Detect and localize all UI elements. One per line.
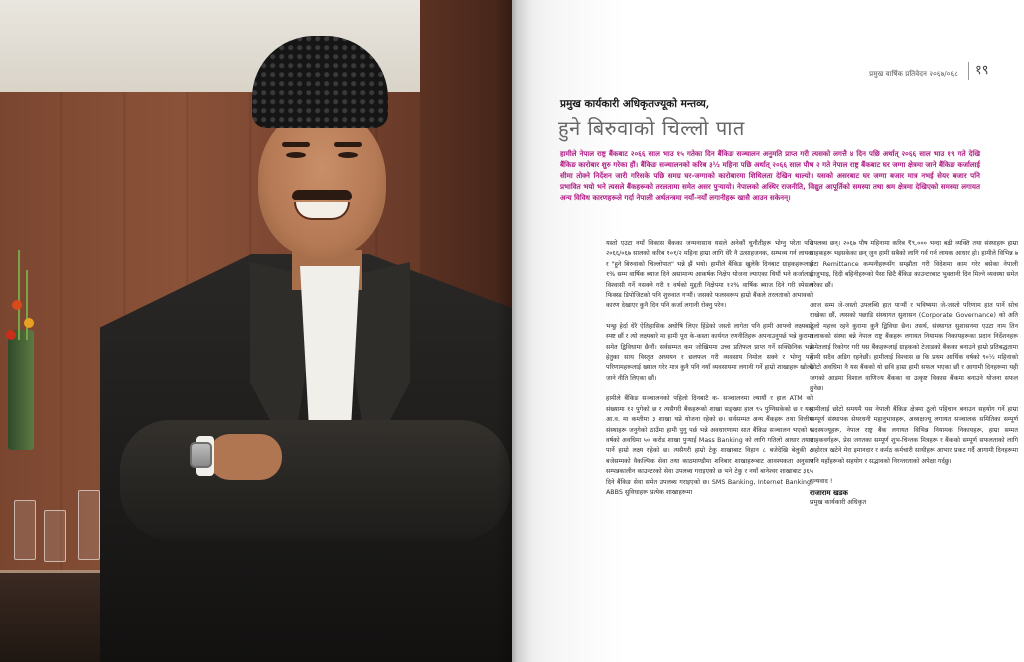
photo-flower-stem xyxy=(18,250,20,340)
dhaka-topi-hat xyxy=(252,36,388,128)
photo-vase xyxy=(8,330,34,450)
body-paragraph: हामीलाई छोटो समयमै यस नेपाली बैंकिङ क्षेत्रमा ठूलो पहिचान बनाउन सहयोग गर्ने हाम्रा सम्पूर्ण संस्थापक सेयरधनी महानुभावहरू, अध्यक्षज्यू लगायत सञ्चालक समितिका सम्पूर्ण सदस्यज्यूहरू, नेपाल राष्ट्र बैंक लगायत विभिन्न नियामक निकायहरू, हाम्रा सम्मत ग्राहकवर्गहरू, प्रेस जगतका सम्पूर्ण शुभ-चिन्तक मित्रहरू र बैंकको सम्पूर्ण सफलताको लागि अहोरात्र खटेने मेरा इमानदार र कर्मठ कर्मचारी साथीहरू आभार प्रकट गर्दै आगामी दिनहरूमा पनि यहाँहरूको सहयोग र सद्भावको निरन्तरताको अपेक्षा गर्दछु। xyxy=(810,405,1018,465)
person-eye xyxy=(338,152,358,158)
body-column-1 xyxy=(606,239,813,508)
photo-glass xyxy=(14,500,36,560)
body-paragraph: भन्छु हेर्दा धेरै ऐतिहासिक अघोषि लिएर हिंडेको जस्तो लागेता पनि हामी आफ्नो लक्ष्यबारे स्पष्ट छौं र त्यो लक्ष्यबारे मा हामी पूरा के-कस्ता कार्यगत रणनीतिहरू अपनाउनुपर्छ भन्ने कुरामा समेत द्विविधामा छैनौं। सर्वसम्मत कम जोखिममा उच्च प्रतिफल प्राप्त गर्ने सक्छिनिक भन्ने हेतुका साथ विस्तृत अध्ययन र छलफल गरी व्यवसाय निमोल सक्ने र भोग्नु पर्ने परिणामहरूलाई ख्याल गरेर मात्र कुनै पनि नयाँ व्यवसायमा लगानी गर्ने हाम्रो शाखाहरू खोल्दै जाने नीति लिएका छौं। xyxy=(606,322,814,382)
person-mustache xyxy=(292,190,352,200)
person-crossed-arms xyxy=(120,420,510,540)
photo-flower xyxy=(12,300,22,310)
portrait-person xyxy=(100,30,512,662)
article-kicker: प्रमुख कार्यकारी अधिकृतज्यूको मन्तव्य, xyxy=(560,98,710,110)
person-hand xyxy=(208,434,282,480)
body-paragraph: हामीले बैंकिङ सञ्चालनको पहिलो दिनबाटै क- सञ्चालनमा ल्यायौं र हाल ATM को संख्यामा १२ पुगेको छ र त्यसैगरी बैंकहरूको शाखा सङ्ख्या हाल ९५ पुग्निसकेको छ र यस आ.व. मा कम्तीमा ३ शाखा थप्ने योजना रहेको छ। सर्वसम्मत अन्य बैंकहरू तथा वित्तीय संस्थाहरू जनुगेको ठाउँमा हामी पुगु पर्छ भन्ने अवधारणामा सात बैंकिङ सञ्चालन भएको ५ वर्षको अवधिमा ५० करोड शाखा पुऱ्याई Mass Banking को लागि गतिलो आधार तयार पार्ने हाम्रो लक्ष्य रहेको छ। त्यसैगरी हाम्रो टेकु शाखाबाट विहान ८ बजेदेखि बेलुकी ८ बजेसम्मको वैकल्पिक सेवा तथा काठमाण्डौमा शनिबार शाखाहरूबाट आवश्यकता अनुसार सम्पन्नकालीन काउन्टरको सेवा उपलब्ध गराइएको छ भने टेकु र नयाँ बानेश्वर शाखाबाट ३६५ दिने बैंकिङ सेवा समेत उपलब्ध गराइएको छ। SMS Banking, Internet Banking, ABBS सुविधाहरू प्रत्येक शाखाहरूमा xyxy=(606,395,813,496)
wristwatch-icon xyxy=(190,442,212,468)
body-column-2 xyxy=(810,239,1018,508)
signature-block xyxy=(810,477,1018,508)
person-eyebrow xyxy=(334,142,362,147)
body-paragraph: उपलब्ध छन्। २०६७ पौष महिनामा करिब ₹९,००० भन्दा बढी व्यक्ति तथा संस्थाहरू हाम्रा ग्राहकहरू भइसकेका छन् जुन हामी सबैको लागि गर्व गर्न लायक आधार हो। हामीले विभिन्न ७ वटा Remittance कम्पनीहरूसँग सम्झौता गरी विदेशमा काम गरेर बसेका नेपाली दाजुभाइ, दिदी बहिनीहरूको पैसा छिटै बैंकिङ काउन्टरबाट भुक्तानी दिन मिल्ने व्यवस्था समेत गरेका छौं। xyxy=(810,240,1018,289)
article-headline: हुने बिरुवाको चिल्लो पात xyxy=(558,116,745,140)
photo-flower xyxy=(24,318,34,328)
body-paragraph: आज सम्म जे-जस्तो उपलब्धि हात पार्‍यौं र भविष्यमा जे-जस्तो परिणाम हात पार्ने सोच राखेका छौं, त्यसको पछाडि संस्थागत सुशासन (Corporate Governance) को अति ठूलो महत्त्व रहने कुरामा कुनै द्विविधा छैन। तसर्थ, संस्थागत सुशासनमा एउटा नाम तिन तलाकको संस्था बन्ने नेपाल राष्ट्र बैंकहरू लगायत नियामक निकायहरूका प्रदान निर्देशनहरू समेतलाई रिकोगर गरी यस बैंकहरूलाई ग्राहकको टेजाडको बैंकका बनाउने हाम्रो प्रतिबद्धतामा हामी सदैव अडिग रहनेछौं। हामीलाई विश्वास छ कि प्रथम आर्थिक वर्षको ९०½ महिनाको छोटो अवधिमा नै यस बैंकको यो छवि हाम्रा हामी सफल भएका छौं र आगामी दिनहरूमा यही जगको आडमा विशाल वाणिज्य बैंकका वा उत्कृष्ट विकास बैंकमा बनाउने योजना सफल हुनेछ। xyxy=(810,302,1018,393)
body-paragraph: यस्तो एउटा नयाँ विकास बैंकका जन्मनासाथ यसले अनेकौं चुनौतीहरू भोग्नु परेता पनि २०६६/०६७ सालको करिब १०१/२ महिना हाम्रा लागि धेरै नै उत्साहजनक, सम्भव्य गर्न लायक र "हुने बिरुवाको चिल्लोपात" भन्ने झैं भयो। हामीले बैंकिङ खुलेकै दिनबाट ग्राहकहरूलाई १% सम्म वार्षिक ब्याज दिने असामान्य आकर्षक निक्षेप योजना ल्याएका थियौं भने कर्जालाई विश्वासी गर्ने नसक्ने गरी १ वर्षको मुद्दती निक्षेपमा १२% वार्षिक ब्याज दिने गरी स्पेसल फिक्स्ड डिपोजिटको पनि शुरुवात गर्‍यौं। जसको फलस्वरूप हाम्रो बैंकले तरलताको अभावको कारण देखाएर कुनै दिन पनि कर्जा लगानी रोक्नु परेन। xyxy=(606,240,813,310)
person-eyebrow xyxy=(282,142,310,147)
person-smile xyxy=(294,202,350,220)
article-lede: हामीले नेपाल राष्ट्र बैंकबाट २०६६ साल भाउ १५ गतेका दिन बैंकिङ सञ्चालन अनुमति प्राप्त गरी त्यसको लगत्तै ४ दिन पछि अर्थात् २०६६ साल भाउ १९ गते देखि बैंकिङ कारोबार शुरु गरेका हौं। बैंकिङ सञ्चालनको करिब ३½ महिना पछि अर्थात् २०६६ साल पौष २ गते नेपाल राष्ट्र बैंकबाट घर जग्गा क्षेत्रमा जाने बैंकिङ कर्जालाई सीमा तोक्ने निर्देशन जारी गरिसके पछि समग्र घर-जग्गाको कारोबारमा शिथिलता देखिन थाल्यो। यसको असरबाट घर जग्गा बजार मात्र नभई सेयर बजार पनि प्रभावित भयो भने त्यसले बैंकहरूको तरलतामा समेत असर पुर्‍यायो। नेपालको अस्थिर राजनीति, विद्युत आपूर्तिको समस्या तथा श्रम क्षेत्रमा देखिएको समस्या लगायत अन्य विविध कारणहरूले गर्दा नेपाली अर्थतन्त्रमा नयाँ-नयाँ लगानीहरू खासै आउन सकेनन्। xyxy=(560,149,980,202)
person-face xyxy=(258,108,386,258)
closing-thanks: धन्यवाद ! xyxy=(810,478,833,486)
photo-flower-stem xyxy=(26,270,28,340)
photo-glass xyxy=(78,490,100,560)
person-eye xyxy=(286,152,306,158)
text-page xyxy=(512,0,1024,662)
page-number: १९ xyxy=(968,62,1008,80)
signature-name: राजाराम खडक xyxy=(810,488,848,497)
signature-role: प्रमुख कार्यकारी अधिकृत xyxy=(810,498,867,506)
photo-flower xyxy=(6,330,16,340)
running-head: प्रमुख वार्षिक प्रतिवेदन २०६७/०६८ xyxy=(869,70,958,78)
photo-glass xyxy=(44,510,66,562)
